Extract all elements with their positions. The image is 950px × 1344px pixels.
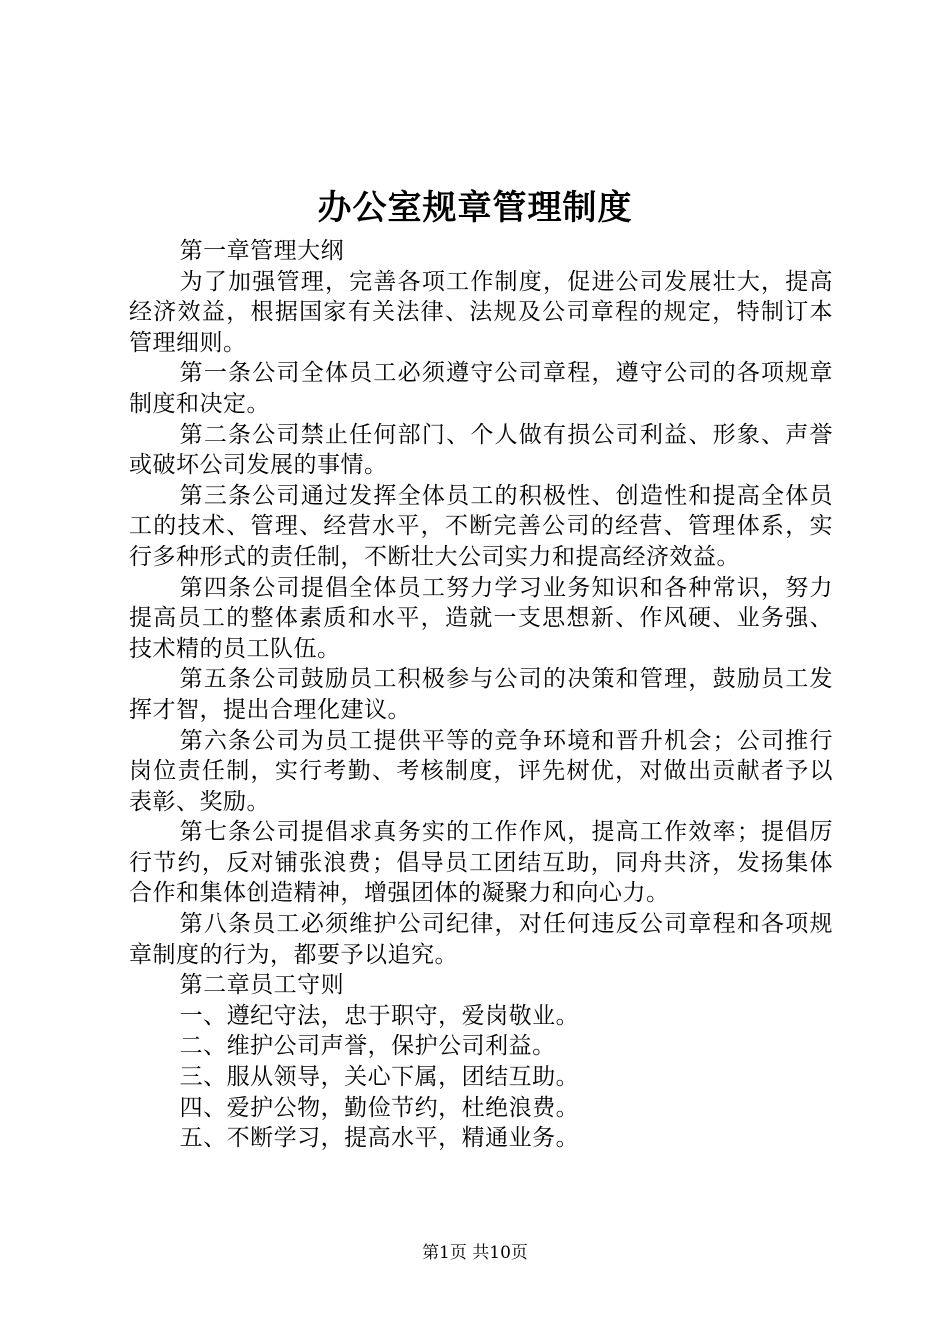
document-body <box>129 236 833 1154</box>
rule-item-2: 二、维护公司声誉，保护公司利益。 <box>179 1033 556 1060</box>
chapter-1-heading: 第一章管理大纲 <box>179 238 345 264</box>
article-8: 第八条员工必须维护公司纪律，对任何违反公司章程和各项规章制度的行为，都要予以追究。 <box>129 911 833 968</box>
article-4: 第四条公司提倡全体员工努力学习业务知识和各种常识，努力提高员工的整体素质和水平，造就一支思想新、作风硬、业务强、技术精的员工队伍。 <box>129 574 833 662</box>
article-5: 第五条公司鼓励员工积极参与公司的决策和管理，鼓励员工发挥才智，提出合理化建议。 <box>129 666 833 723</box>
document-title: 办公室规章管理制度 <box>317 188 633 228</box>
article-2: 第二条公司禁止任何部门、个人做有损公司利益、形象、声誉或破坏公司发展的事情。 <box>129 421 833 479</box>
page-footer: 第1页 共10页 <box>422 1243 528 1263</box>
article-1: 第一条公司全体员工必须遵守公司章程，遵守公司的各项规章制度和决定。 <box>129 360 833 417</box>
rule-item-1: 一、遵纪守法，忠于职守，爱岗敬业。 <box>179 1002 580 1029</box>
rule-item-5: 五、不断学习，提高水平，精通业务。 <box>179 1125 580 1152</box>
rule-item-4: 四、爱护公物，勤俭节约，杜绝浪费。 <box>179 1094 580 1121</box>
article-6: 第六条公司为员工提供平等的竞争环境和晋升机会；公司推行岗位责任制，实行考勤、考核制度，评先树优，对做出贡献者予以表彰、奖励。 <box>129 727 833 815</box>
rule-item-3: 三、服从领导，关心下属，团结互助。 <box>179 1064 580 1091</box>
article-3: 第三条公司通过发挥全体员工的积极性、创造性和提高全体员工的技术、管理、经营水平，不断完善公司的经营、管理体系，实行多种形式的责任制，不断壮大公司实力和提高经济效益。 <box>129 482 833 570</box>
chapter-2-heading: 第二章员工守则 <box>179 972 345 999</box>
article-7: 第七条公司提倡求真务实的工作作风，提高工作效率；提倡厉行节约，反对铺张浪费；倡导员工团结互助，同舟共济，发扬集体合作和集体创造精神，增强团体的凝聚力和向心力。 <box>129 819 833 907</box>
preamble-paragraph: 为了加强管理，完善各项工作制度，促进公司发展壮大，提高经济效益，根据国家有关法律、法规及公司章程的规定，特制订本管理细则。 <box>129 268 833 356</box>
